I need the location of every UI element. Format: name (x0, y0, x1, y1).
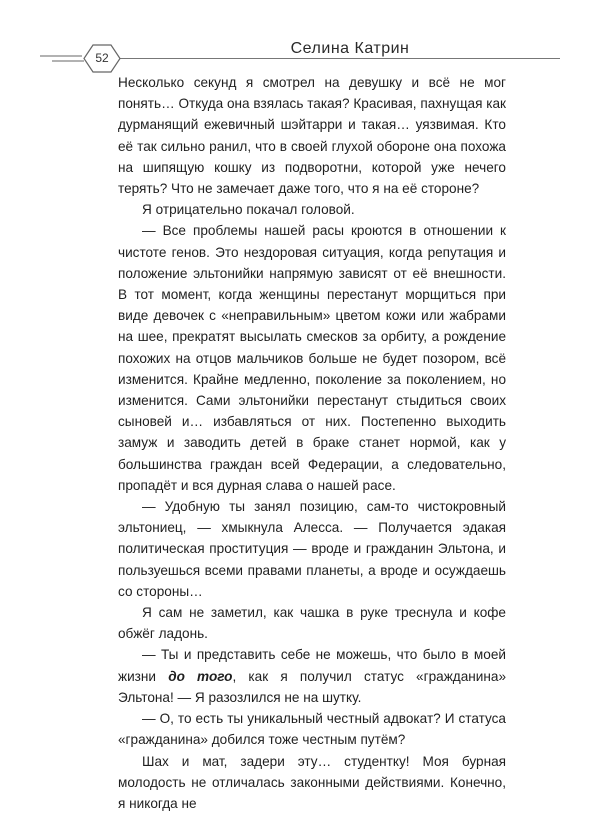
paragraph (118, 644, 506, 708)
emphasized-text: до того (168, 669, 232, 684)
paragraph: — Удобную ты занял позицию, сам-то чистокровный эльтониец, — хмыкнула Алесса. — Получается эдакая политическая проституция — вроде и гражданин Эльтона, и пользуешься всеми правами планеты, а вроде и осуждаешь со стороны… (118, 496, 506, 602)
paragraph: Я отрицательно покачал головой. (118, 199, 506, 220)
running-title: Селина Катрин (240, 40, 460, 58)
page-number: 52 (84, 51, 120, 65)
paragraph: Шах и мат, задери эту… студентку! Моя бурная молодость не отличалась законными действиями. Конечно, я никогда не (118, 751, 506, 814)
paragraph: Несколько секунд я смотрел на девушку и всё не мог понять… Откуда она взялась такая? Красивая, пахнущая как дурманящий ежевичный шэйтарри и такая… уязвимая. Кто её так сильно ранил, что в своей глухой обороне она похожа на шипящую кошку из подворотни, которой уже нечего терять? Что не замечает даже того, что я на её стороне? (118, 72, 506, 199)
paragraph-text: , как я получил статус «гражданина» Эльтона! — Я разозлился не на шутку. (118, 669, 506, 705)
paragraph: Я сам не заметил, как чашка в руке треснула и кофе обжёг ладонь. (118, 602, 506, 644)
text-body (118, 72, 506, 814)
paragraph: — О, то есть ты уникальный честный адвокат? И статуса «гражданина» добился тоже честным путём? (118, 708, 506, 750)
paragraph: — Все проблемы нашей расы кроются в отношении к чистоте генов. Это нездоровая ситуация, когда репутация и положение эльтонийки напрямую зависят от её внешности. В тот момент, когда женщины перестанут морщиться при виде девочек с «неправильным» цветом кожи или жабрами на шее, прекратят высылать смесков за орбиту, а рождение похожих на отцов мальчиков больше не будет позором, всё изменится. Крайне медленно, поколение за поколением, но изменится. Сами эльтонийки перестанут стыдиться своих сыновей и… избавляться от них. Постепенно выходить замуж и заводить детей в браке станет нормой, как у большинства граждан всей Федерации, а следовательно, пропадёт и вся дурная слава о нашей расе. (118, 220, 506, 496)
paragraph-text: — Ты и представить себе не можешь, что было в моей жизни (118, 647, 506, 683)
